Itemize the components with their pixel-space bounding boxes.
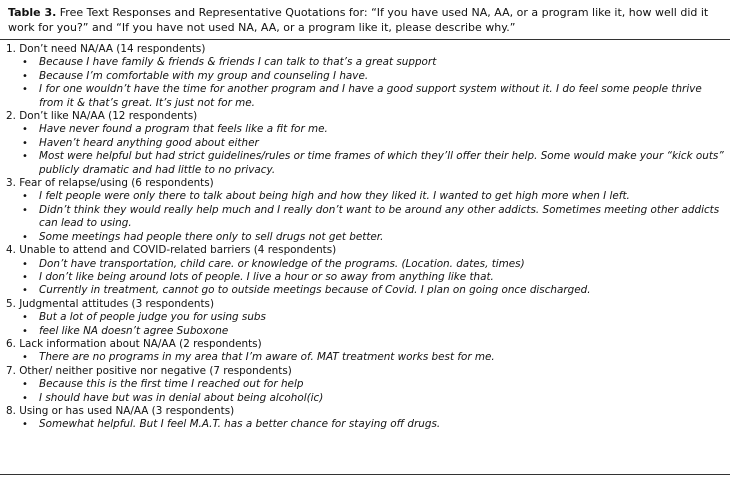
bullet-icon: • (22, 271, 28, 283)
table-caption (8, 5, 718, 35)
category-section (6, 110, 724, 177)
quote-item (6, 392, 724, 405)
quote-text: Have never found a program that feels like a fit for me. (39, 123, 328, 136)
quote-text: Because I’m comfortable with my group and counseling I have. (39, 69, 369, 82)
quote-text: I for one wouldn’t have the time for another program and I have a good support system without it. I do feel some people thrive from it & that’s great. It’s just not for me. (39, 83, 702, 109)
quote-item (6, 70, 724, 83)
category-title: 7. Other/ neither positive nor negative (7 respondents) (6, 364, 292, 377)
category-title: 4. Unable to attend and COVID-related barriers (4 respondents) (6, 244, 337, 257)
quote-item (6, 231, 724, 244)
quote-list (6, 311, 724, 338)
bullet-icon: • (22, 419, 28, 431)
category-title: 8. Using or has used NA/AA (3 respondents) (6, 404, 235, 417)
bullet-icon: • (22, 312, 28, 324)
quote-list (6, 258, 724, 298)
quote-text: Most were helpful but had strict guidelines/rules or time frames of which they’ll offer their help. Some would make your “kick outs” publicly dramatic and had little to no privacy. (39, 150, 724, 176)
quote-text: Somewhat helpful. But I feel M.A.T. has a better chance for staying off drugs. (39, 418, 441, 431)
bullet-icon: • (22, 57, 28, 69)
category-section (6, 338, 724, 365)
quote-text: Because I have family & friends & friends I can talk to that’s a great support (39, 56, 437, 69)
quote-item (6, 150, 724, 177)
bullet-icon: • (22, 325, 28, 337)
quote-list (6, 378, 724, 405)
quote-list (6, 351, 724, 364)
quote-text: Didn’t think they would really help much and I really don’t want to be around any other addicts. Sometimes meeting other addicts can lead to using. (39, 203, 720, 230)
quote-item (6, 311, 724, 324)
bullet-icon: • (22, 352, 28, 364)
quote-item (6, 271, 724, 284)
table-label: Table 3. (8, 6, 57, 19)
quote-list (6, 190, 724, 244)
quote-item (6, 137, 724, 150)
category-section (6, 244, 724, 298)
bullet-icon: • (22, 392, 28, 404)
bullet-icon: • (22, 231, 28, 243)
quote-item (6, 204, 724, 231)
quote-text: There are no programs in my area that I’m aware of. MAT treatment works best for me. (39, 351, 495, 364)
quote-item (6, 378, 724, 391)
quote-text: I should have but was in denial about being alcohol(ic) (39, 391, 324, 404)
quote-text: Some meetings had people there only to sell drugs not get better. (39, 230, 384, 243)
table-bottom-rule (0, 474, 730, 475)
bullet-icon: • (22, 84, 28, 96)
caption-text: Free Text Responses and Representative Quotations for: “If you have used NA, AA, or a program like it, how well did it work for you?” and “If you have not used NA, AA, or a program like it, please describe why.” (8, 6, 709, 34)
quote-text: feel like NA doesn’t agree Suboxone (39, 324, 229, 337)
quote-item (6, 123, 724, 136)
quote-item (6, 325, 724, 338)
quote-text: But a lot of people judge you for using subs (39, 311, 266, 324)
bullet-icon: • (22, 258, 28, 270)
bullet-icon: • (22, 204, 28, 216)
bullet-icon: • (22, 124, 28, 136)
quote-item (6, 351, 724, 364)
category-section (6, 43, 724, 110)
category-title: 5. Judgmental attitudes (3 respondents) (6, 297, 215, 310)
category-section (6, 298, 724, 338)
quote-item (6, 83, 724, 110)
quote-item (6, 56, 724, 69)
table-body (6, 43, 724, 432)
category-title: 6. Lack information about NA/AA (2 respondents) (6, 337, 262, 350)
bullet-icon: • (22, 285, 28, 297)
quote-text: Because this is the first time I reached out for help (39, 378, 304, 391)
quote-item (6, 418, 724, 431)
bullet-icon: • (22, 70, 28, 82)
quote-list (6, 56, 724, 110)
quote-text: I don’t like being around lots of people. I live a hour or so away from anything like that. (39, 270, 494, 283)
quote-item (6, 258, 724, 271)
category-title: 2. Don’t like NA/AA (12 respondents) (6, 110, 198, 123)
bullet-icon: • (22, 379, 28, 391)
table-top-rule (0, 39, 730, 40)
bullet-icon: • (22, 151, 28, 163)
bullet-icon: • (22, 137, 28, 149)
quote-list (6, 123, 724, 177)
category-title: 1. Don’t need NA/AA (14 respondents) (6, 43, 206, 55)
quote-text: Haven’t heard anything good about either (39, 136, 259, 149)
bullet-icon: • (22, 191, 28, 203)
quote-item (6, 284, 724, 297)
quote-list (6, 418, 724, 431)
quote-text: Don’t have transportation, child care. or knowledge of the programs. (Location. dates, times) (39, 257, 525, 270)
quote-item (6, 190, 724, 203)
category-title: 3. Fear of relapse/using (6 respondents) (6, 177, 214, 190)
quote-text: I felt people were only there to talk about being high and how they liked it. I wanted to get high more when I left. (39, 190, 630, 203)
category-section (6, 177, 724, 244)
category-section (6, 405, 724, 432)
quote-text: Currently in treatment, cannot go to outside meetings because of Covid. I plan on going once discharged. (39, 284, 591, 297)
category-section (6, 365, 724, 405)
